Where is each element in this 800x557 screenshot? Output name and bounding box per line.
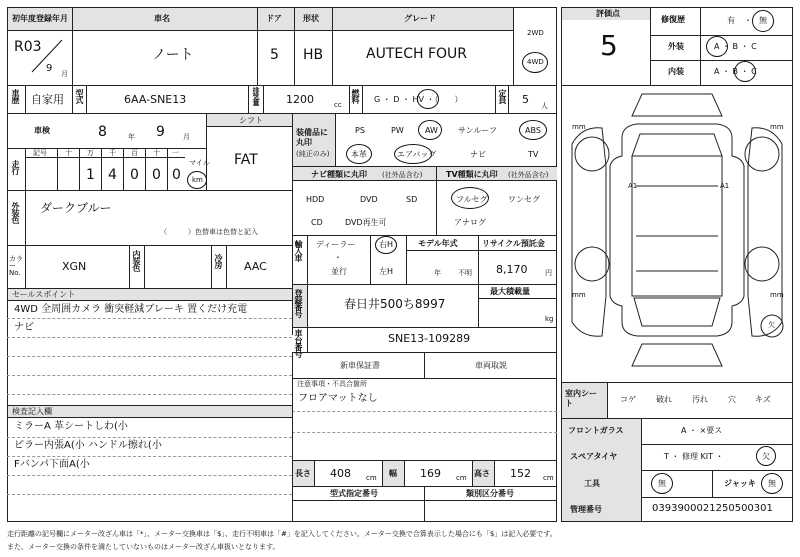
seat-dirt: 汚れ: [692, 395, 708, 404]
navi-sd: SD: [406, 195, 418, 204]
notes-value: フロアマットなし: [298, 393, 378, 404]
seat-burn: コゲ: [620, 395, 636, 404]
fuel-label: 燃料: [351, 89, 360, 103]
repair-label: 修復歴: [661, 15, 685, 24]
equip-pw: PW: [391, 126, 404, 135]
mileage-digit-5: 0: [152, 167, 161, 183]
capacity-unit: 人: [541, 102, 548, 110]
ac-value: AAC: [244, 260, 267, 273]
km-circle: [187, 171, 207, 189]
mm-3: mm: [572, 291, 586, 299]
car-diagram: [562, 86, 792, 382]
color-note: （ ）色替車は色替と記入: [160, 228, 258, 236]
fuel-hv-circle: [417, 89, 439, 109]
exterior-a-circle: [706, 36, 728, 57]
sales-line-1: 4WD 全周囲カメラ 衝突軽減ブレーキ 置くだけ充電: [14, 304, 248, 315]
recycle-yen: 円: [545, 269, 552, 277]
footer-line-1: 走行距離の記号欄にメーター改ざん車は「*」、メーター交換車は「$」、走行不明車は「#」を記入してください。メーター交換で合算表示した場合にも「$」は記入必要です。: [7, 530, 557, 538]
missing-mark: 欠: [768, 321, 775, 329]
displacement-label: 排気量: [252, 87, 260, 105]
aw-circle: [418, 120, 442, 140]
inspection-year: 8: [98, 124, 107, 140]
class-no-label: 類別区分番号: [466, 489, 514, 498]
doors: 5: [270, 47, 279, 63]
tv-oneseg: ワンセグ: [508, 195, 540, 204]
color-no-label: カラーNo.: [9, 255, 23, 277]
repair-dot: ・: [744, 16, 752, 25]
equipment-label: 装備品に丸印: [296, 128, 328, 148]
type-no-label: 型式指定番号: [330, 489, 378, 498]
shift-label: シフト: [239, 116, 263, 125]
equip-leather: 本革: [351, 150, 367, 159]
jack-none-circle: [761, 473, 783, 494]
equip-aw: AW: [425, 126, 438, 135]
navi-dvd: DVD: [360, 195, 378, 204]
navi-hdd: HDD: [306, 195, 325, 204]
length-label: 長さ: [295, 469, 311, 478]
mm-2: mm: [770, 123, 784, 131]
damage-a1-right: A1: [720, 182, 730, 190]
capacity: 5: [522, 93, 529, 106]
repair-yes: 有: [727, 16, 735, 25]
leather-circle: [346, 144, 372, 164]
color-no: XGN: [62, 260, 87, 273]
import-dot: ・: [334, 253, 342, 262]
equipment-sub: (純正のみ): [296, 150, 330, 158]
model-year-unit: 年: [434, 269, 441, 277]
mm-1: mm: [572, 123, 586, 131]
mileage-unit-4: 百: [131, 149, 138, 157]
right-hand-circle: [375, 236, 397, 254]
jack-value: 無: [768, 479, 776, 488]
mileage-unit-3: 千: [109, 149, 116, 157]
capacity-label: 定員: [498, 89, 507, 103]
registration-label: 登録番号: [294, 289, 303, 317]
seat-hole: 穴: [728, 395, 736, 404]
inspection-month: 9: [156, 124, 165, 140]
model-year-unknown: 不明: [458, 269, 472, 277]
navi-cd: CD: [311, 218, 323, 227]
car-name: ノート: [152, 47, 194, 63]
inspection-month-unit: 月: [183, 133, 190, 141]
door-label: ドア: [266, 14, 282, 23]
equip-tv: TV: [528, 150, 539, 159]
tools-value: 無: [658, 479, 666, 488]
interior-color-label: 内装色: [132, 250, 141, 271]
max-load-kg: kg: [545, 315, 554, 323]
inspector-line-3: Fバンパ下面A(小: [14, 459, 90, 470]
tools-none-circle: [651, 473, 673, 494]
tools-label: 工具: [584, 479, 600, 488]
color-value: ダークブルー: [40, 201, 112, 215]
score-value: 5: [600, 29, 618, 62]
grade: AUTECH FOUR: [366, 46, 468, 62]
inspection-year-unit: 年: [128, 133, 135, 141]
manual-label: 車両取説: [475, 361, 507, 370]
mileage-unit-2: 万: [87, 149, 94, 157]
navi-dvd-play: DVD再生可: [345, 218, 387, 227]
import-right: 右H: [379, 240, 394, 249]
sales-label: セールスポイント: [12, 290, 76, 299]
navi-label: ナビ種類に丸印: [311, 170, 367, 179]
chassis-label: 車台番号: [294, 329, 303, 357]
mgmt-value: 0393900021250500301: [652, 503, 773, 514]
interior-opts: A ・ B ・ C: [714, 67, 757, 76]
drive-2wd: 2WD: [527, 29, 544, 37]
cc-unit: cc: [334, 101, 342, 109]
tv-sub: (社外品含む): [508, 171, 549, 179]
mileage-mark-label: 記号: [33, 149, 47, 157]
mileage-digit-3: 4: [108, 167, 117, 183]
equip-abs: ABS: [525, 126, 541, 135]
usage-label: 車歴: [11, 89, 20, 103]
mgmt-label: 管理番号: [570, 505, 602, 514]
spare-value: T ・ 修理 KIT ・: [664, 452, 724, 461]
color-label: 外装色: [11, 202, 20, 223]
equip-sunroof: サンルーフ: [458, 126, 497, 135]
reg-month: 9: [46, 63, 53, 74]
spare-circled: 欠: [762, 452, 770, 461]
score-label: 評価点: [596, 9, 620, 18]
interior-b-circle: [734, 61, 756, 82]
mile-label: マイル: [189, 159, 210, 167]
tv-label: TV種類に丸印: [446, 170, 498, 179]
repair-no-circle: [752, 10, 774, 32]
recycle-value: 8,170: [496, 263, 528, 276]
model: 6AA-SNE13: [124, 93, 187, 106]
drive-4wd: 4WD: [527, 58, 544, 66]
height-value: 152: [510, 467, 531, 480]
equip-ps: PS: [355, 126, 365, 135]
mileage-label: 走行: [11, 160, 20, 174]
width-value: 169: [420, 467, 441, 480]
import-label: 輸入車: [294, 240, 303, 261]
warranty-label: 新車保証書: [340, 361, 380, 370]
interior-seat-label: 室内シート: [565, 389, 597, 409]
tv-fullseg: フルセグ: [456, 195, 488, 204]
import-parallel: 並行: [331, 267, 347, 276]
length-value: 408: [330, 467, 351, 480]
height-cm: cm: [543, 474, 554, 482]
max-load-label: 最大積載量: [490, 287, 530, 296]
import-dealer: ディーラー: [316, 240, 356, 249]
displacement: 1200: [286, 93, 314, 106]
mileage-unit-1: 十: [65, 149, 72, 157]
usage: 自家用: [31, 93, 64, 106]
jack-label: ジャッキ: [724, 479, 756, 488]
fuel: G ・ D ・ HV ・（ ）: [374, 95, 463, 104]
recycle-label: リサイクル預託金: [482, 239, 545, 248]
shape-label: 形状: [303, 14, 319, 23]
inspector-label: 検査記入欄: [12, 407, 52, 416]
mileage-digit-6: 0: [172, 167, 181, 183]
mileage-unit-6: 一: [172, 149, 179, 157]
chassis-value: SNE13-109289: [388, 332, 471, 345]
inspector-line-1: ミラーA 革シートしわ(小: [14, 421, 128, 432]
glass-label: フロントガラス: [568, 426, 624, 435]
inspection-label: 車検: [34, 126, 50, 135]
model-year-label: モデル年式: [418, 239, 458, 248]
length-cm: cm: [366, 474, 377, 482]
interior-label: 内装: [668, 67, 684, 76]
exterior-opts: A ・ B ・ C: [714, 42, 757, 51]
mileage-digit-2: 1: [86, 167, 95, 183]
drive-4wd-circle: [522, 52, 548, 73]
car-name-label: 車名: [154, 14, 170, 23]
seat-scratch: キズ: [755, 395, 771, 404]
exterior-label: 外装: [668, 42, 684, 51]
import-left: 左H: [379, 267, 394, 276]
abs-circle: [519, 120, 547, 140]
sales-line-2: ナビ: [14, 322, 34, 333]
width-cm: cm: [456, 474, 467, 482]
shape: HB: [303, 47, 324, 63]
shift: FAT: [234, 152, 258, 168]
spare-label: スペアタイヤ: [570, 452, 618, 461]
repair-no: 無: [759, 16, 767, 25]
inspector-line-2: ピラー内張A(小 ハンドル擦れ(小: [14, 440, 162, 451]
tv-analog: アナログ: [454, 218, 486, 227]
ac-label: 冷房: [214, 254, 223, 268]
registration-value: 春日井500ち8997: [344, 297, 446, 311]
reg-year: R03: [14, 39, 42, 55]
height-label: 高さ: [474, 469, 490, 478]
spare-missing-circle: [756, 446, 776, 466]
grade-label: グレード: [404, 14, 436, 23]
reg-month-unit: 月: [61, 70, 68, 78]
reg-year-label: 初年度登録年月: [12, 14, 68, 23]
damage-a1-left: A1: [628, 182, 638, 190]
equip-navi: ナビ: [470, 150, 486, 159]
width-label: 幅: [389, 469, 397, 478]
mm-4: mm: [770, 291, 784, 299]
km-label: km: [192, 176, 203, 184]
mileage-digit-4: 0: [130, 167, 139, 183]
mileage-unit-5: 十: [153, 149, 160, 157]
airbag-circle: [394, 144, 432, 164]
model-label: 型式: [75, 89, 84, 103]
navi-sub: (社外品含む): [382, 171, 423, 179]
footer-line-2: また、メーター交換の条件を満たしていないものはメーター改ざん車扱いとなります。: [7, 543, 280, 551]
seat-tear: 破れ: [656, 395, 672, 404]
fullseg-circle: [451, 187, 489, 209]
glass-value: A ・ ×要ス: [681, 426, 723, 435]
equip-airbag: エアバッグ: [397, 150, 437, 159]
notes-label: 注意事項・不具合箇所: [297, 380, 367, 388]
